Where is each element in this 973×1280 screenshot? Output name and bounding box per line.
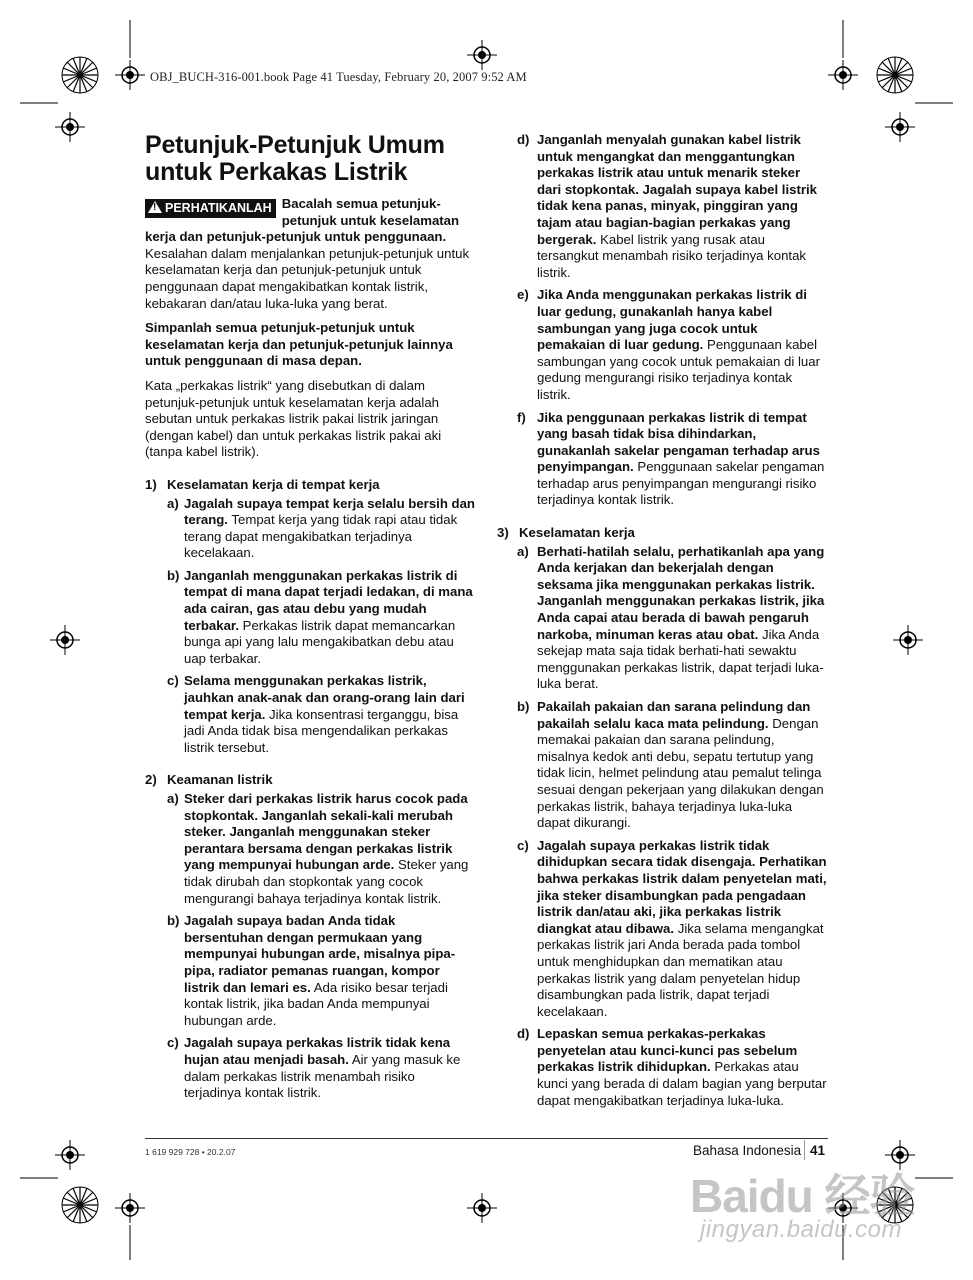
right-column bbox=[497, 132, 827, 1115]
list-item: f) Jika penggunaan perkakas listrik di tempat yang basah tidak bisa dihindarkan, gunakanlah sakelar pengaman terhadap arus penyimpangan. Penggunaan sakelar pengaman terhadap arus penyimpangan mengurangi risiko terjadinya kontak listrik. bbox=[517, 409, 825, 508]
warning-badge-label: PERHATIKANLAH bbox=[165, 201, 272, 215]
list-item: d) Janganlah menyalah gunakan kabel listrik untuk mengangkat dan menggantungkan perkakas listrik atau untuk menarik steker dari stopkontak. Jagalah supaya kabel listrik tidak kena panas, minyak, pinggiran yang tajam atau bagian-bagian perkakas yang bergerak. Kabel listrik yang rusak atau tersangkut menambah risiko terjadinya kontak listrik. bbox=[517, 132, 817, 280]
page-title-line2: untuk Perkakas Listrik bbox=[145, 158, 408, 186]
baidu-watermark bbox=[690, 1160, 930, 1260]
warning-badge bbox=[145, 199, 276, 218]
page-title bbox=[145, 132, 475, 186]
footer-language: Bahasa Indonesia bbox=[693, 1143, 802, 1158]
list-item: c) Jagalah supaya perkakas listrik tidak kena hujan atau menjadi basah. Air yang masuk ke dalam perkakas listrik menambah risiko terjadinya kontak listrik. bbox=[167, 1035, 461, 1101]
warning-text: Kesalahan dalam menjalankan petunjuk-petunjuk untuk keselamatan kerja dan petunjuk-petunjuk untuk penggunaan dapat mengakibatkan kontak listrik, kebakaran dan/atau luka-luka yang berat. bbox=[145, 245, 470, 311]
section-2 bbox=[145, 772, 475, 1101]
section-heading: 2) Keamanan listrik bbox=[145, 772, 273, 788]
section-heading: 1) Keselamatan kerja di tempat kerja bbox=[145, 476, 380, 492]
footer-separator bbox=[804, 1140, 805, 1160]
list-item: a) Jagalah supaya tempat kerja selalu bersih dan terang. Tempat kerja yang tidak rapi atau tidak terang dapat mengakibatkan terjadinya kecelakaan. bbox=[167, 495, 475, 561]
list-item: a) Steker dari perkakas listrik harus cocok pada stopkontak. Janganlah sekali-kali merubah steker. Janganlah menggunakan steker perantara bersama dengan perkakas listrik yang mempunyai hubungan arde. Steker yang tidak dirubah dan stopkontak yang cocok mengurangi bahaya terjadinya kontak listrik. bbox=[167, 791, 469, 906]
warning-triangle-icon: ! bbox=[148, 201, 162, 213]
list-item: c) Selama menggunakan perkakas listrik, jauhkan anak-anak dan orang-orang lain dari tempat kerja. Jika konsentrasi terganggu, bisa jadi Anda tidak bisa mengendalikan perkakas listrik tersebut. bbox=[167, 673, 465, 755]
section-1 bbox=[145, 477, 475, 757]
list-item: d) Lepaskan semua perkakas-perkakas penyetelan atau kunci-kunci pas sebelum perkakas listrik dihidupkan. Perkakas atau kunci yang berada di dalam bagian yang berputar dapat mengakibatkan terjadinya luka-luka. bbox=[517, 1026, 827, 1108]
list-item: a) Berhati-hatilah selalu, perhatikanlah apa yang Anda kerjakan dan bekerjalah dengan seksama jika menggunakan perkakas listrik. Janganlah menggunakan perkakas listrik, jika Anda capai atau berada di bawah pengaruh narkoba, minuman keras atau obat. Jika Anda sekejap mata saja tidak berhati-hati sewaktu menggunakan perkakas listrik, dapat terjadi luka-luka berat. bbox=[517, 543, 825, 692]
section-3 bbox=[497, 525, 827, 1109]
section-heading: 3) Keselamatan kerja bbox=[497, 525, 635, 541]
print-header: OBJ_BUCH-316-001.book Page 41 Tuesday, February 20, 2007 9:52 AM bbox=[150, 70, 527, 84]
page-number: 41 bbox=[810, 1143, 826, 1158]
list-item: e) Jika Anda menggunakan perkakas listrik di luar gedung, gunakanlah hanya kabel sambungan yang juga cocok untuk pemakaian di luar gedung. Penggunaan kabel sambungan yang cocok untuk pemakaian di luar gedung mengurangi risiko terjadinya kontak listrik. bbox=[517, 287, 820, 402]
left-column bbox=[145, 132, 475, 1108]
intro-paragraph: Kata „perkakas listrik“ yang disebutkan di dalam petunjuk-petunjuk untuk keselamatan kerja adalah sebutan untuk perkakas listrik pakai listrik jaringan (dengan kabel) dan untuk perkakas listrik pakai aki (tanpa kabel listrik). bbox=[145, 377, 442, 460]
list-item: b) Pakailah pakaian dan sarana pelindung dan pakailah selalu kaca mata pelindung. Dengan memakai pakaian dan sarana pelindung, misalnya kedok anti debu, sepatu tertutup yang tidak licin, helmet pelindung atau pemalut telinga sesuai dengan pekerjaan yang dilakukan dengan perkakas listrik, bahaya terjadinya luka-luka dapat dikurangi. bbox=[517, 699, 824, 831]
warning-bold-text: Bacalah semua petunjuk-petunjuk untuk keselamatan kerja dan petunjuk-petunjuk untuk penggunaan. bbox=[145, 196, 460, 245]
watermark-main: Baidu 经验 bbox=[690, 1170, 915, 1222]
footer-rule bbox=[145, 1138, 828, 1139]
list-item: c) Jagalah supaya perkakas listrik tidak dihidupkan secara tidak disengaja. Perhatikan bahwa perkakas listrik dalam penyetelan mati, jika steker disambungkan pada pengadaan listrik dan/atau aki, jika perkakas listrik diangkat atau dibawa. Jika selama mengangkat perkakas listrik jari Anda berada pada tombol untuk menghidupkan dan mematikan atau perkakas listrik yang dalam penyetelan hidup disambungkan pada listrik, dapat terjadi kecelakaan. bbox=[517, 837, 827, 1019]
list-item: b) Janganlah menggunakan perkakas listrik di tempat di mana dapat terjadi ledakan, di mana ada cairan, gas atau debu yang mudah terbakar. Perkakas listrik dapat memancarkan bunga api yang lalu mengakibatkan debu atau uap terbakar. bbox=[167, 567, 473, 666]
warning-paragraph bbox=[145, 196, 475, 312]
save-note: Simpanlah semua petunjuk-petunjuk untuk keselamatan kerja dan petunjuk-petunjuk lainnya untuk penggunaan di masa depan. bbox=[145, 320, 453, 369]
watermark-url: jingyan.baidu.com bbox=[700, 1216, 902, 1243]
list-item: b) Jagalah supaya badan Anda tidak bersentuhan dengan permukaan yang mempunyai hubungan arde, misalnya pipa-pipa, radiator pemanas ruangan, kompor listrik dan lemari es. Ada risiko besar terjadi kontak listrik, jika badan Anda mempunyai hubungan arde. bbox=[167, 913, 456, 1028]
footer-code: 1 619 929 728 • 20.2.07 bbox=[145, 1147, 236, 1157]
page-title-line1: Petunjuk-Petunjuk Umum bbox=[145, 131, 445, 159]
